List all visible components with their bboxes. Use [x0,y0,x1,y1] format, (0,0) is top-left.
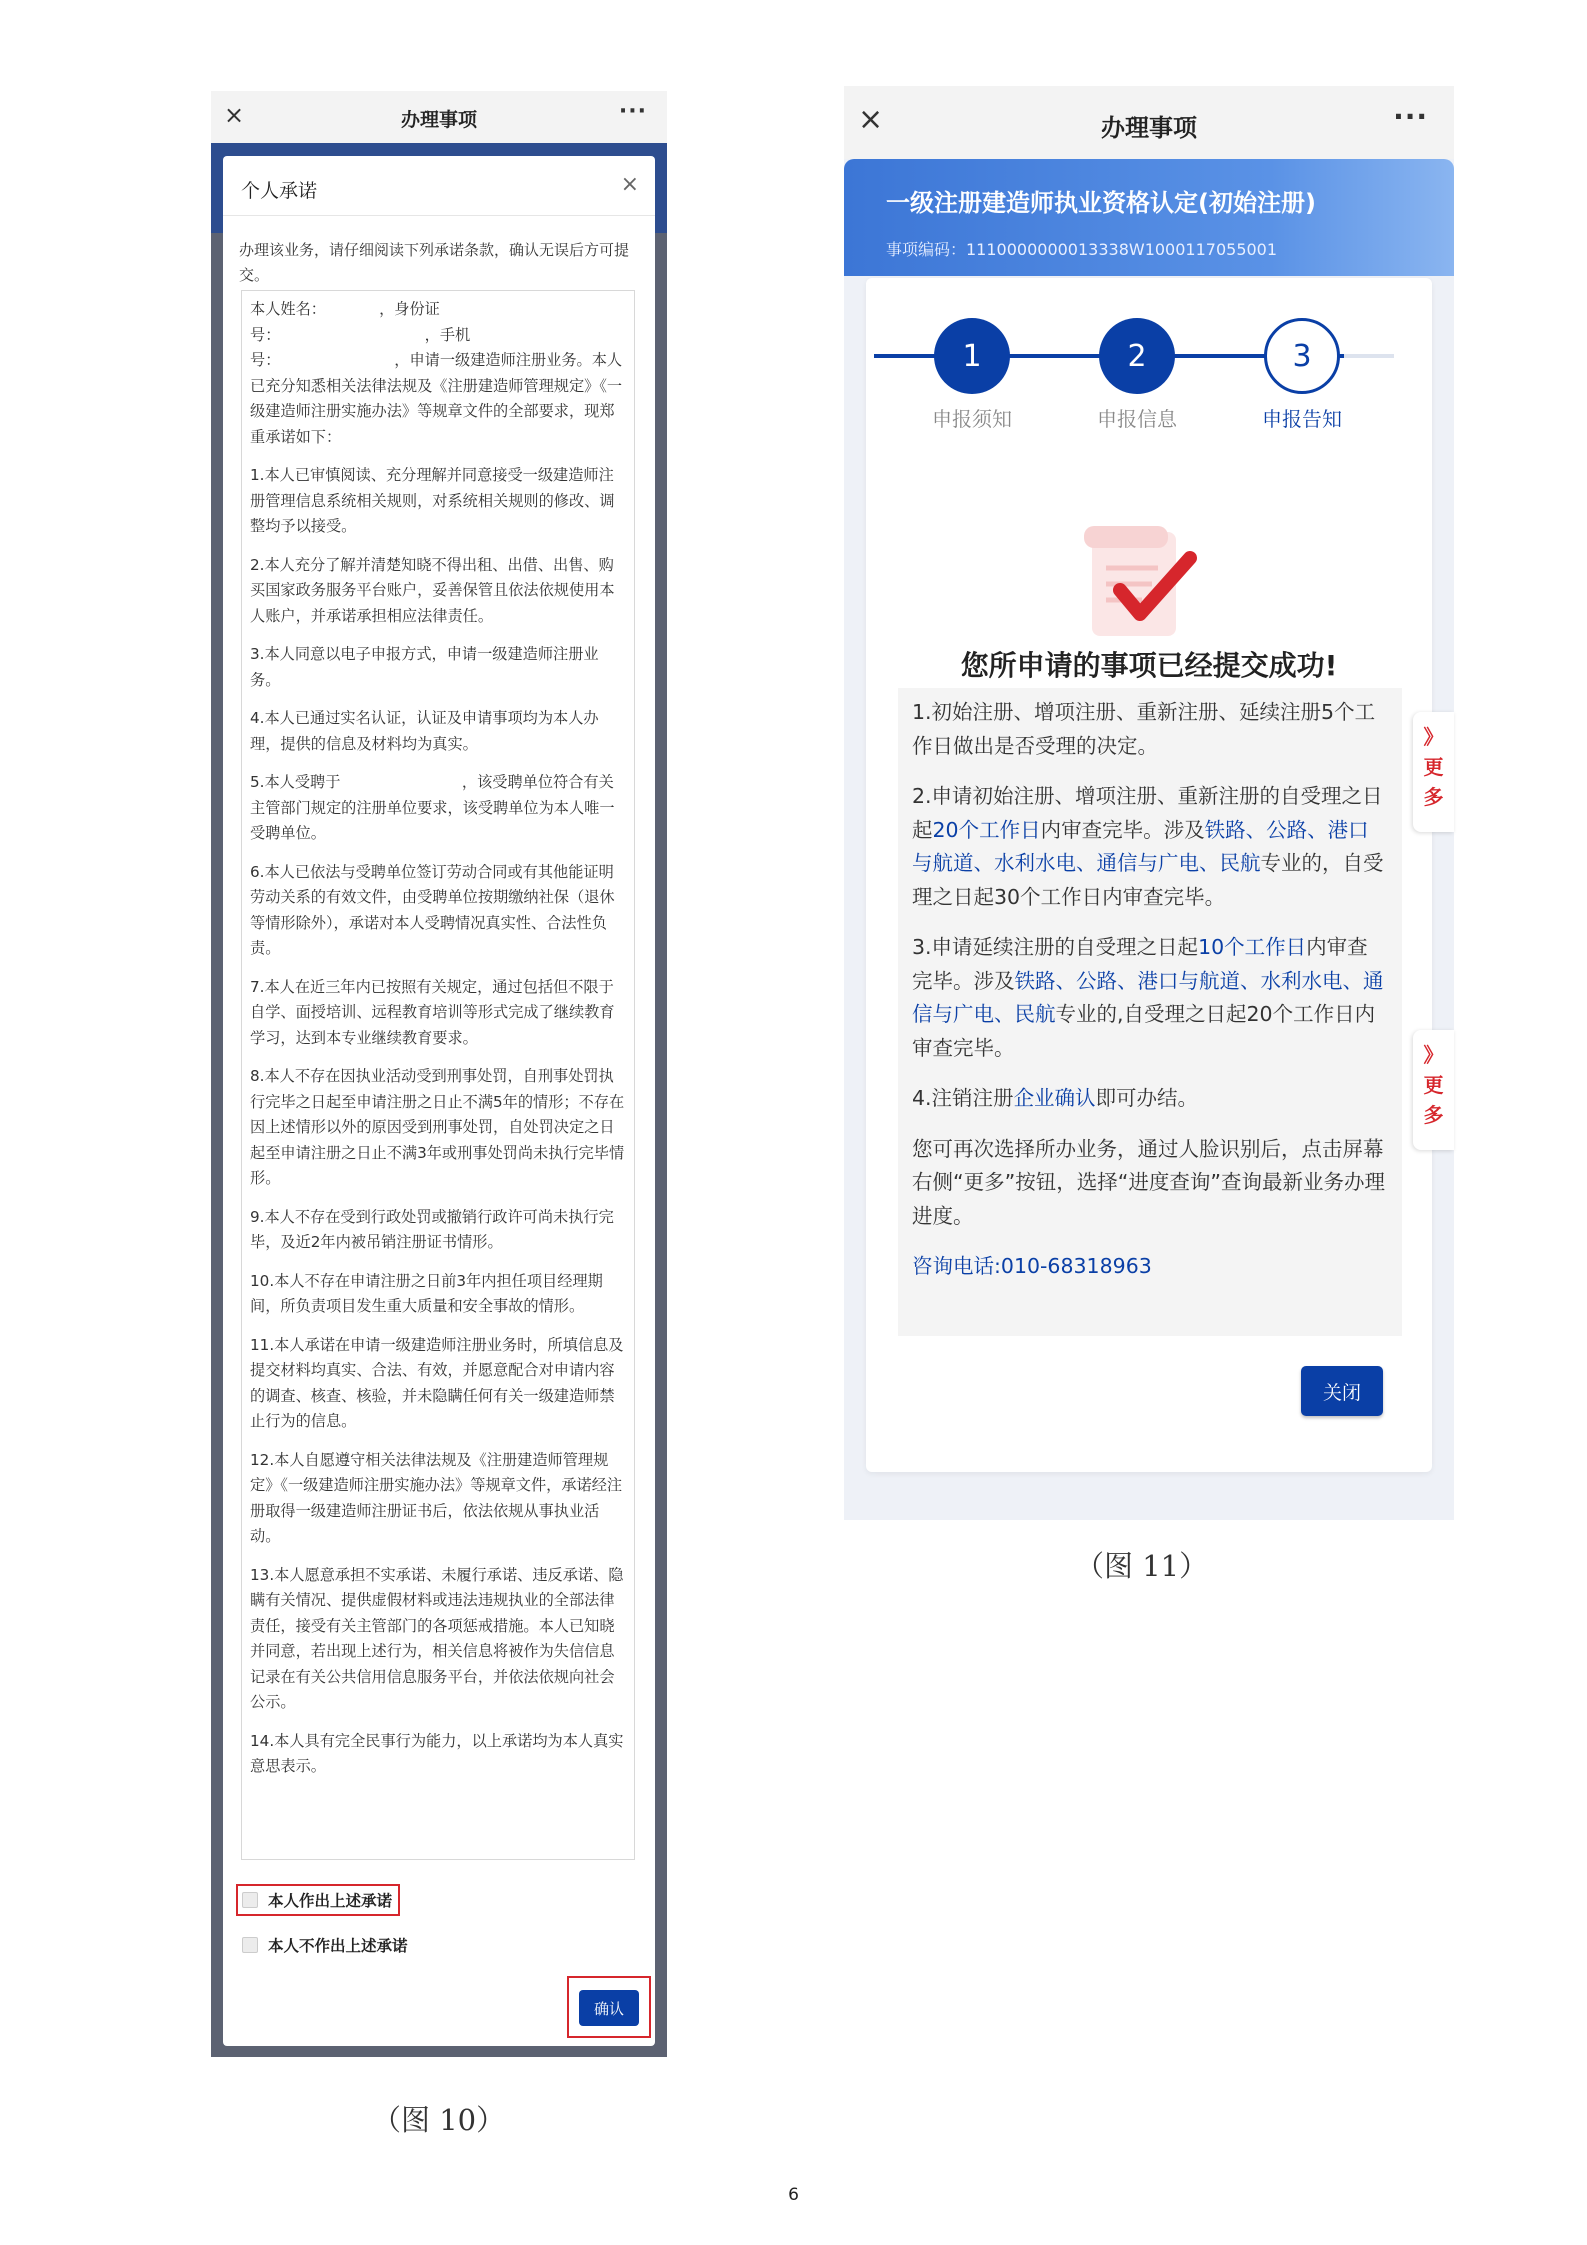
side-more-label: 多 [1423,785,1444,809]
notice-text: 专业的，自受理之日起30个工作日内审查完毕。 [912,851,1384,909]
agree-checkbox[interactable] [242,1892,258,1908]
notice-text: 内审查完毕。涉及 [912,935,1368,993]
success-check-icon [1062,522,1212,652]
terms-item: 12.本人自愿遵守相关法律法规及《注册建造师管理规定》《一级建造师注册实施办法》等规章文件，承诺经注册取得一级建造师注册证书后，依法依规从事执业活动。 [250,1450,623,1545]
notice-highlight: 10个工作日 [1198,935,1307,959]
step-3-label: 申报告知 [1262,407,1342,431]
step-1-circle: 1 [934,318,1010,394]
agree-option-label: 本人作出上述承诺 [268,1892,393,1910]
service-title: 一级注册建造师执业资格认定(初始注册) [886,189,1316,217]
terms-item: 本人姓名： ，身份证号： ，手机号： ，申请一级建造师注册业务。本人已充分知悉相关法律法规及《注册建造师管理规定》《一级建造师注册实施办法》等规章文件的全部要求，现郑重承诺如下： [250,300,623,446]
submission-success-screen [844,86,1454,1520]
success-message: 您所申请的事项已经提交成功! [960,649,1338,682]
notice-item-3 [912,931,1388,1065]
agree-option[interactable] [236,1884,400,1916]
confirm-highlight [567,1976,651,2038]
notice-item-1: 1.初始注册、增项注册、重新注册、延续注册5个工作日做出是否受理的决定。 [912,700,1376,758]
more-menu-icon[interactable]: ··· [618,99,647,124]
close-icon[interactable]: × [858,102,884,137]
notice-text: 即可办结。 [1095,1086,1199,1110]
figure-caption-10: （图 10） [372,2103,506,2137]
notice-highlight: 铁路、公路、港口与航道、水利水电、通信与广电、民航 [912,968,1384,1026]
dialog-close-icon[interactable]: × [620,172,639,197]
step-2-label: 申报信息 [1097,407,1177,431]
hotline-link[interactable]: 咨询电话:010-68318963 [912,1254,1152,1278]
commitment-screen [211,91,667,2057]
step-3-circle: 3 [1264,318,1340,394]
page-title: 办理事项 [400,109,477,131]
commitment-dialog [223,156,655,2046]
terms-item: 9.本人不存在受到行政处罚或撤销行政许可尚未执行完毕，及近2年内被吊销注册证书情形。 [250,1207,614,1251]
more-menu-icon[interactable]: ··· [1393,100,1428,133]
terms-item: 13.本人愿意承担不实承诺、未履行承诺、违反承诺、隐瞒有关情况、提供虚假材料或违法违规执业的全部法律责任，接受有关主管部门的各项惩戒措施。本人已知晓并同意，若出现上述行为，相关信息将被作为失信信息记录在有关公共信用信息服务平台，并依法依规向社会公示。 [250,1565,624,1711]
service-code: 事项编码：1110000000013338W1000117055001 [886,240,1278,259]
notice-item-4 [912,1082,1388,1116]
notice-text: 4.注销注册 [912,1086,1014,1110]
service-banner [844,159,1454,276]
terms-item: 8.本人不存在因执业活动受到刑事处罚，自刑事处罚执行完毕之日起至申请注册之日止不满5年的情形；不存在因上述情形以外的原因受到刑事处罚，自处罚决定之日起至申请注册之日止不满3年或刑事处罚尚未执行完毕情形。 [250,1067,625,1187]
terms-item: 3.本人同意以电子申报方式，申请一级建造师注册业务。 [250,645,599,689]
notice-text: 内审查完毕。涉及 [1040,817,1205,842]
dialog-header [223,156,655,216]
step-2-circle: 2 [1099,318,1175,394]
terms-item: 11.本人承诺在申请一级建造师注册业务时，所填信息及提交材料均真实、合法、有效，并愿意配合对申请内容的调查、核查、核验，并未隐瞒任何有关一级建造师禁止行为的信息。 [250,1335,624,1430]
dialog-title: 个人承诺 [241,180,318,202]
side-more-label: 更 [1423,1073,1444,1097]
title-bar [211,91,667,143]
page-title: 办理事项 [1101,114,1197,142]
terms-item: 5.本人受聘于 ，该受聘单位符合有关主管部门规定的注册单位要求，该受聘单位为本人唯一受聘单位。 [250,773,615,842]
confirm-button[interactable]: 确认 [579,1990,639,2026]
terms-item: 10.本人不存在申请注册之日前3年内担任项目经理期间，所负责项目发生重大质量和安全事故的情形。 [250,1271,603,1315]
terms-item: 7.本人在近三年内已按照有关规定，通过包括但不限于自学、面授培训、远程教育培训等形式完成了继续教育学习，达到本专业继续教育要求。 [250,977,615,1047]
notice-highlight: 20个工作日 [932,817,1041,842]
notice-highlight: 企业确认 [1013,1086,1096,1110]
disagree-option-label: 本人不作出上述承诺 [268,1937,408,1955]
double-chevron-icon: 》 [1423,725,1444,749]
side-more-label: 更 [1423,755,1444,779]
disagree-option[interactable] [242,1934,408,1956]
notice-text: 2.申请初始注册、增项注册、重新注册的自受理之日起 [912,784,1383,842]
close-button[interactable]: 关闭 [1301,1366,1383,1416]
double-chevron-icon: 》 [1423,1043,1444,1067]
progress-steps [874,314,1394,431]
side-more-tab[interactable] [1413,712,1454,832]
processing-notice [898,688,1402,1336]
disagree-checkbox[interactable] [242,1937,258,1953]
terms-item: 14.本人具有完全民事行为能力，以上承诺均为本人真实意思表示。 [250,1731,624,1775]
step-1-label: 申报须知 [932,407,1012,431]
notice-item-5: 您可再次选择所办业务，通过人脸识别后，点击屏幕右侧“更多”按钮，选择“进度查询”查询最新业务办理进度。 [912,1136,1385,1228]
figure-caption-11: （图 11） [1075,1549,1209,1583]
notice-text: 3.申请延续注册的自受理之日起 [912,935,1199,959]
close-icon[interactable]: × [224,101,245,129]
terms-scroll-area[interactable] [241,290,635,1860]
notice-highlight: 铁路、公路、港口与航道、水利水电、通信与广电、民航 [912,817,1369,875]
side-more-label: 多 [1423,1103,1444,1127]
terms-item: 4.本人已通过实名认证，认证及申请事项均为本人办理，提供的信息及材料均为真实。 [250,709,599,753]
title-bar [844,86,1454,159]
terms-item: 1.本人已审慎阅读、充分理解并同意接受一级建造师注册管理信息系统相关规则，对系统相关规则的修改、调整均予以接受。 [250,466,615,535]
side-more-tab[interactable] [1413,1030,1454,1150]
terms-item: 2.本人充分了解并清楚知晓不得出租、出借、出售、购买国家政务服务平台账户，妥善保管且依法依规使用本人账户，并承诺承担相应法律责任。 [250,555,615,625]
notice-item-2 [912,780,1388,914]
terms-item: 6.本人已依法与受聘单位签订劳动合同或有其他能证明劳动关系的有效文件，由受聘单位按期缴纳社保（退休等情形除外），承诺对本人受聘情况真实性、合法性负责。 [250,862,615,957]
step-connector-tail [1344,354,1394,358]
dialog-intro: 办理该业务，请仔细阅读下列承诺条款，确认无误后方可提交。 [239,241,630,284]
notice-text: 专业的,自受理之日起20个工作日内审查完毕。 [912,1002,1376,1060]
page-number: 6 [788,2185,799,2205]
